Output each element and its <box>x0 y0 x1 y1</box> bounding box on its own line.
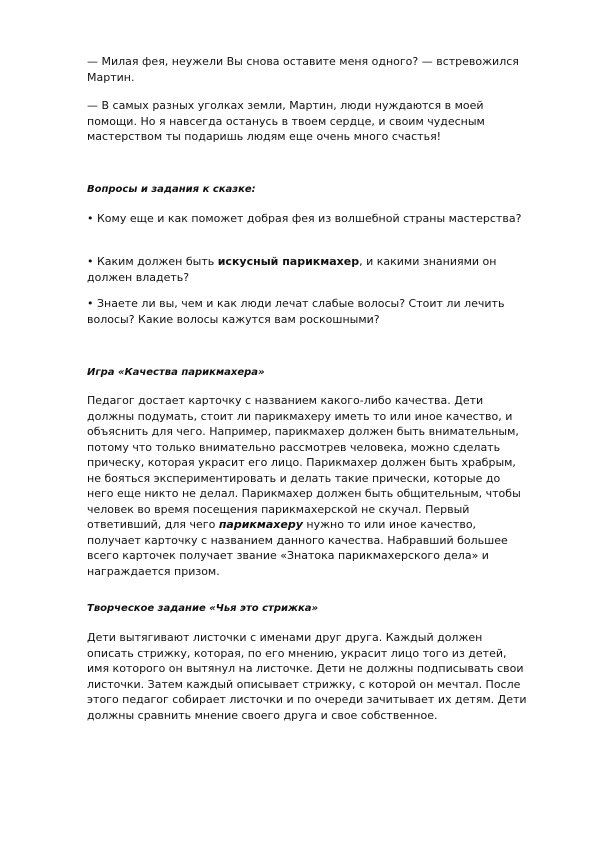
dialogue-paragraph-1: — Милая фея, неужели Вы снова оставите меня одного? — встревожился Мартин. <box>87 55 519 84</box>
creative-description: Дети вытягивают листочки с именами друг друга. Каждый должен описать стрижку, которая, по его мнению, украсит лицо того из детей, имя которого он вытянул на листочке. Дети не должны подписывать свои листочки. Затем каждый описывает стрижку, с которой он мечтал. После этого педагог собирает листочки и по очереди зачитывает их детям. Дети должны сравнить мнение своего друга и свое собственное. <box>87 631 527 722</box>
questions-heading: Вопросы и задания к сказке: <box>87 184 256 195</box>
game-description <box>87 393 527 579</box>
game-heading: Игра «Качества парикмахера» <box>87 367 265 378</box>
question-1: • Кому еще и как поможет добрая фея из волшебной страны мастерства? <box>87 212 522 225</box>
question-3: • Знаете ли вы, чем и как люди лечат слабые волосы? Стоит ли лечить волосы? Какие волосы кажутся вам роскошными? <box>87 297 505 326</box>
question-2-text-end: , и какими знаниями он должен владеть? <box>87 255 497 284</box>
game-text-end: нужно то или иное качество, получает карточку с названием данного качества. Набравший большее всего карточек получает звание «Знатока парикмахерского дела» и награждается призом. <box>87 518 508 578</box>
game-italic-term: парикмахеру <box>218 518 303 531</box>
game-text-start: Педагог достает карточку с названием какого-либо качества. Дети должны подумать, стоит ли парикмахеру иметь то или иное качество, и объяснить для чего. Например, парикмахер должен быть внимательным, потому что только внимательно рассмотрев человека, можно сделать прическу, которая украсит его лицо. Парикмахер должен быть храбрым, не бояться экспериментировать и делать такие прически, которые до него еще никто не делал. Парикмахер должен быть общительным, чтобы человек во время посещения парикмахерской не скучал. Первый ответивший, для чего <box>87 394 521 531</box>
question-2 <box>87 254 527 285</box>
creative-heading: Творческое задание «Чья это стрижка» <box>87 603 318 614</box>
question-2-bold-term: искусный парикмахер <box>217 255 360 268</box>
question-2-text-start: • Каким должен быть <box>87 255 218 268</box>
dialogue-paragraph-2: — В самых разных уголках земли, Мартин, люди нуждаются в моей помощи. Но я навсегда останусь в твоем сердце, и своим чудесным мастерством ты подаришь людям еще очень много счастья! <box>87 99 485 143</box>
